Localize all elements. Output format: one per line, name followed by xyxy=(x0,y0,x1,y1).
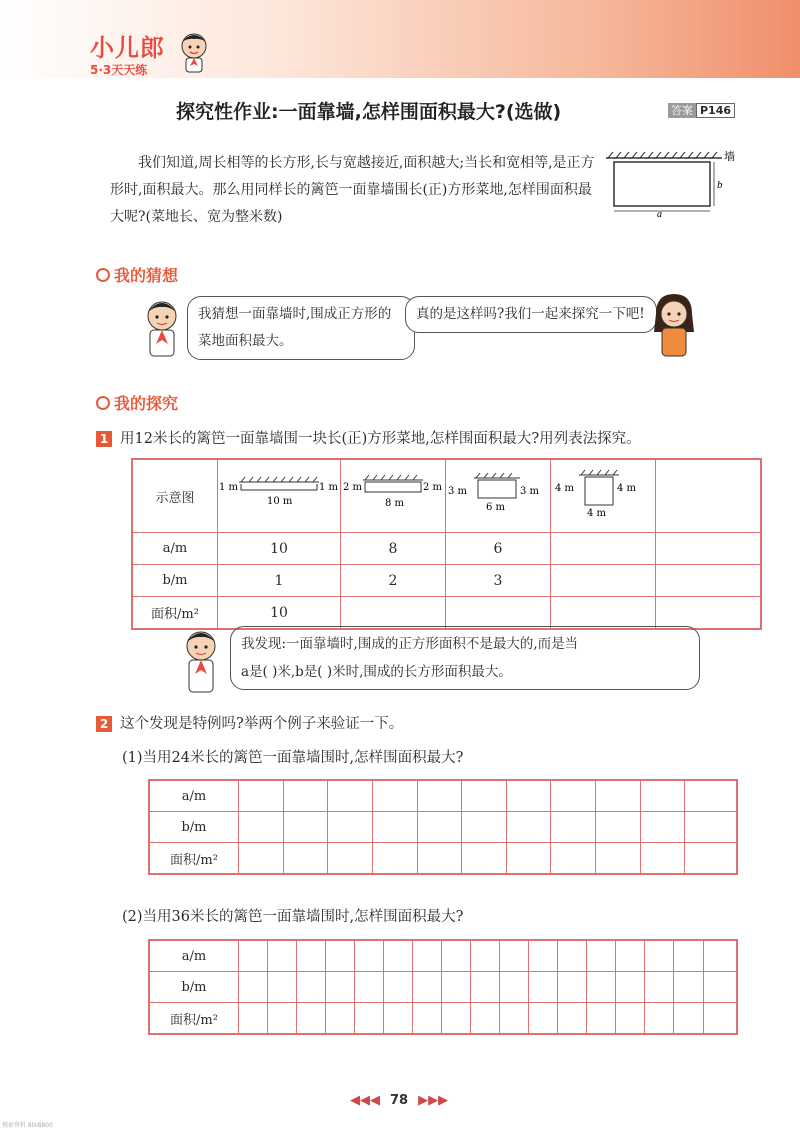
grid-answer-cell[interactable] xyxy=(471,1003,500,1035)
grid-answer-cell[interactable] xyxy=(587,972,616,1003)
header-diagram: 示意图 xyxy=(132,459,218,533)
b-value: 1 xyxy=(218,565,341,597)
grid-answer-cell[interactable] xyxy=(326,972,355,1003)
question-2 xyxy=(96,712,403,733)
page-title: 探究性作业:一面靠墙,怎样围面积最大?(选做) xyxy=(176,101,562,123)
grid-answer-cell[interactable] xyxy=(239,812,284,843)
diagram-cell-empty xyxy=(656,459,762,533)
grid-answer-cell[interactable] xyxy=(442,1003,471,1035)
grid-answer-cell[interactable] xyxy=(372,843,417,875)
grid-answer-cell[interactable] xyxy=(462,843,507,875)
a-value[interactable] xyxy=(551,533,656,565)
answer-grid-24m xyxy=(148,779,738,875)
area-value: 10 xyxy=(218,597,341,630)
grid-answer-cell[interactable] xyxy=(551,780,596,812)
svg-text:4 m: 4 m xyxy=(617,483,637,494)
diagram-cell xyxy=(341,459,446,533)
grid-answer-cell[interactable] xyxy=(674,1003,703,1035)
grid-answer-cell[interactable] xyxy=(616,940,645,972)
b-value: 2 xyxy=(341,565,446,597)
label-b: b xyxy=(717,179,723,191)
grid-answer-cell[interactable] xyxy=(529,1003,558,1035)
a-value: 10 xyxy=(218,533,341,565)
question-1 xyxy=(96,427,641,448)
brand-logo xyxy=(90,28,165,78)
grid-answer-cell[interactable] xyxy=(355,940,384,972)
grid-answer-cell[interactable] xyxy=(703,940,737,972)
grid-answer-cell[interactable] xyxy=(558,972,587,1003)
brand-name: 小儿郎 xyxy=(90,34,165,62)
intro-paragraph: 我们知道,周长相等的长方形,长与宽越接近,面积越大;当长和宽相等,是正方形时,面积最大。那么用同样长的篱笆一面靠墙围长(正)方形菜地,怎样围面积最大呢?(菜地长、宽为整米数) xyxy=(110,155,595,225)
prev-arrows-icon: ◀◀◀ xyxy=(350,1093,380,1108)
grid-answer-cell[interactable] xyxy=(462,780,507,812)
row-label-area: 面积/m² xyxy=(132,597,218,630)
grid-row-label: 面积/m² xyxy=(149,843,239,875)
grid-answer-cell[interactable] xyxy=(384,1003,413,1035)
grid-answer-cell[interactable] xyxy=(413,1003,442,1035)
grid-answer-cell[interactable] xyxy=(558,940,587,972)
grid-answer-cell[interactable] xyxy=(413,940,442,972)
grid-answer-cell[interactable] xyxy=(471,972,500,1003)
a-value: 6 xyxy=(446,533,551,565)
svg-text:8 m: 8 m xyxy=(385,498,405,509)
sub-question-1: (1)当用24米长的篱笆一面靠墙围时,怎样围面积最大? xyxy=(122,750,464,766)
section-explore-heading: 我的探究 xyxy=(96,391,178,414)
grid-answer-cell[interactable] xyxy=(384,940,413,972)
answer-grid-36m xyxy=(148,939,738,1035)
finding-bubble xyxy=(230,626,700,690)
grid-answer-cell[interactable] xyxy=(645,972,674,1003)
question-number: 2 xyxy=(96,716,112,732)
grid-answer-cell[interactable] xyxy=(326,940,355,972)
svg-text:2 m: 2 m xyxy=(423,482,443,493)
grid-answer-cell[interactable] xyxy=(297,1003,326,1035)
grid-answer-cell[interactable] xyxy=(685,780,737,812)
grid-row-label: 面积/m² xyxy=(149,1003,239,1035)
area-value[interactable] xyxy=(341,597,446,630)
grid-answer-cell[interactable] xyxy=(384,972,413,1003)
grid-answer-cell[interactable] xyxy=(297,940,326,972)
grid-answer-cell[interactable] xyxy=(239,972,268,1003)
b-value: 3 xyxy=(446,565,551,597)
answer-tag xyxy=(668,102,735,118)
grid-answer-cell[interactable] xyxy=(645,940,674,972)
grid-answer-cell[interactable] xyxy=(640,843,685,875)
grid-answer-cell[interactable] xyxy=(328,780,373,812)
finding-line-2: a是( )米,b是( )米时,围成的长方形面积最大。 xyxy=(241,664,512,680)
exploration-table xyxy=(131,458,762,630)
sub-question-2: (2)当用36米长的篱笆一面靠墙围时,怎样围面积最大? xyxy=(122,909,464,925)
grid-answer-cell[interactable] xyxy=(283,843,328,875)
answer-page: P146 xyxy=(696,103,735,118)
section-guess-heading: 我的猜想 xyxy=(96,263,178,286)
grid-answer-cell[interactable] xyxy=(587,940,616,972)
grid-answer-cell[interactable] xyxy=(674,972,703,1003)
grid-answer-cell[interactable] xyxy=(462,812,507,843)
grid-answer-cell[interactable] xyxy=(239,940,268,972)
grid-answer-cell[interactable] xyxy=(471,940,500,972)
grid-answer-cell[interactable] xyxy=(616,1003,645,1035)
grid-answer-cell[interactable] xyxy=(239,843,284,875)
grid-answer-cell[interactable] xyxy=(500,972,529,1003)
finding-line-1: 我发现:一面靠墙时,围成的正方形面积不是最大的,而是当 xyxy=(241,636,579,652)
grid-answer-cell[interactable] xyxy=(239,780,284,812)
grid-answer-cell[interactable] xyxy=(640,780,685,812)
grid-answer-cell[interactable] xyxy=(558,1003,587,1035)
target-icon xyxy=(96,396,110,410)
row-label-a: a/m xyxy=(132,533,218,565)
grid-answer-cell[interactable] xyxy=(587,1003,616,1035)
grid-answer-cell[interactable] xyxy=(551,812,596,843)
diagram-cell xyxy=(551,459,656,533)
grid-answer-cell[interactable] xyxy=(703,972,737,1003)
grid-answer-cell[interactable] xyxy=(355,972,384,1003)
row-label-b: b/m xyxy=(132,565,218,597)
grid-answer-cell[interactable] xyxy=(685,812,737,843)
b-value[interactable] xyxy=(551,565,656,597)
grid-answer-cell[interactable] xyxy=(442,972,471,1003)
grid-answer-cell[interactable] xyxy=(645,1003,674,1035)
grid-answer-cell[interactable] xyxy=(417,780,462,812)
question-text: 这个发现是特例吗?举两个例子来验证一下。 xyxy=(120,716,404,732)
grid-answer-cell[interactable] xyxy=(355,1003,384,1035)
svg-text:3 m: 3 m xyxy=(520,486,540,497)
grid-answer-cell[interactable] xyxy=(506,843,551,875)
label-wall: 墙 xyxy=(724,150,735,163)
a-value: 8 xyxy=(341,533,446,565)
grid-answer-cell[interactable] xyxy=(616,972,645,1003)
question-text: 用12米长的篱笆一面靠墙围一块长(正)方形菜地,怎样围面积最大?用列表法探究。 xyxy=(120,431,641,447)
area-value[interactable] xyxy=(446,597,551,630)
boy-guess-bubble: 我猜想一面靠墙时,围成正方形的菜地面积最大。 xyxy=(187,296,415,360)
page-footer xyxy=(350,1093,448,1108)
grid-answer-cell[interactable] xyxy=(442,940,471,972)
brand-subtitle: 5·3天天练 xyxy=(90,63,148,77)
svg-text:1 m: 1 m xyxy=(319,482,339,493)
grid-row-label: a/m xyxy=(149,940,239,972)
grid-row-label: b/m xyxy=(149,972,239,1003)
girl-guess-bubble: 真的是这样吗?我们一起来探究一下吧! xyxy=(405,296,657,333)
page-number: 78 xyxy=(390,1093,409,1108)
grid-answer-cell[interactable] xyxy=(283,780,328,812)
grid-answer-cell[interactable] xyxy=(596,780,641,812)
area-value[interactable] xyxy=(551,597,656,630)
answer-label: 答案 xyxy=(668,103,696,118)
question-number: 1 xyxy=(96,431,112,447)
grid-answer-cell[interactable] xyxy=(685,843,737,875)
grid-answer-cell[interactable] xyxy=(417,843,462,875)
grid-answer-cell[interactable] xyxy=(529,940,558,972)
svg-text:2 m: 2 m xyxy=(343,482,363,493)
boy-character-icon xyxy=(176,626,226,698)
grid-answer-cell[interactable] xyxy=(674,940,703,972)
grid-answer-cell[interactable] xyxy=(268,972,297,1003)
svg-text:10 m: 10 m xyxy=(267,496,293,507)
area-value[interactable] xyxy=(656,597,762,630)
label-a: a xyxy=(657,209,662,218)
mascot-boy-icon xyxy=(176,30,212,74)
grid-answer-cell[interactable] xyxy=(506,812,551,843)
grid-answer-cell[interactable] xyxy=(328,843,373,875)
diagram-cell xyxy=(446,459,551,533)
grid-answer-cell[interactable] xyxy=(417,812,462,843)
grid-answer-cell[interactable] xyxy=(413,972,442,1003)
grid-answer-cell[interactable] xyxy=(328,812,373,843)
b-value[interactable] xyxy=(656,565,762,597)
next-arrows-icon: ▶▶▶ xyxy=(418,1093,449,1108)
grid-row-label: b/m xyxy=(149,812,239,843)
grid-answer-cell[interactable] xyxy=(596,843,641,875)
grid-answer-cell[interactable] xyxy=(283,812,328,843)
svg-text:6 m: 6 m xyxy=(486,502,506,513)
diagram-cell xyxy=(218,459,341,533)
grid-answer-cell[interactable] xyxy=(529,972,558,1003)
svg-text:1 m: 1 m xyxy=(219,482,239,493)
grid-answer-cell[interactable] xyxy=(596,812,641,843)
grid-answer-cell[interactable] xyxy=(326,1003,355,1035)
svg-text:4 m: 4 m xyxy=(555,483,575,494)
grid-answer-cell[interactable] xyxy=(500,1003,529,1035)
wall-diagram xyxy=(604,148,744,218)
grid-answer-cell[interactable] xyxy=(500,940,529,972)
grid-answer-cell[interactable] xyxy=(551,843,596,875)
target-icon xyxy=(96,268,110,282)
grid-answer-cell[interactable] xyxy=(239,1003,268,1035)
grid-answer-cell[interactable] xyxy=(372,812,417,843)
boy-character-icon xyxy=(137,296,187,362)
grid-answer-cell[interactable] xyxy=(703,1003,737,1035)
grid-answer-cell[interactable] xyxy=(640,812,685,843)
watermark: 搜索资料 8tk8800 xyxy=(2,1122,53,1129)
grid-row-label: a/m xyxy=(149,780,239,812)
a-value[interactable] xyxy=(656,533,762,565)
grid-answer-cell[interactable] xyxy=(268,1003,297,1035)
svg-text:4 m: 4 m xyxy=(587,508,607,519)
grid-answer-cell[interactable] xyxy=(268,940,297,972)
grid-answer-cell[interactable] xyxy=(297,972,326,1003)
grid-answer-cell[interactable] xyxy=(506,780,551,812)
grid-answer-cell[interactable] xyxy=(372,780,417,812)
girl-character-icon xyxy=(648,292,700,362)
svg-text:3 m: 3 m xyxy=(448,486,468,497)
